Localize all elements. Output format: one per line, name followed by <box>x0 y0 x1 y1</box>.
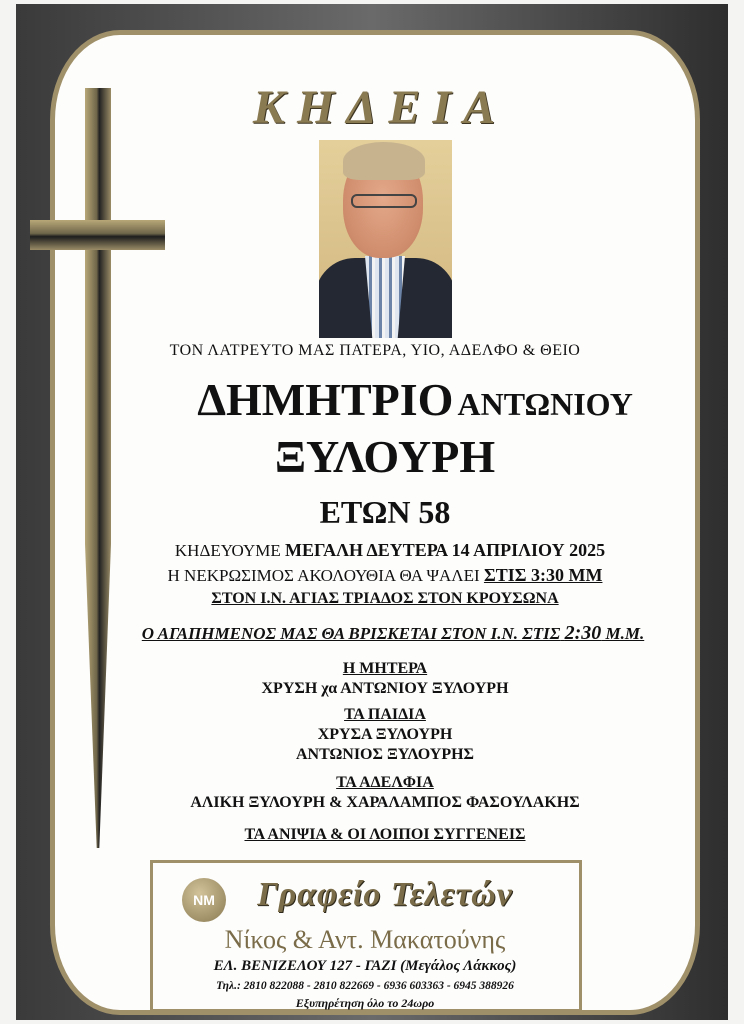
service-text: Η ΝΕΚΡΩΣΙΜΟΣ ΑΚΟΛΟΥΘΙΑ ΘΑ ΨΑΛΕΙ <box>167 566 480 585</box>
photo-hair <box>343 142 425 180</box>
office-owners: Νίκος & Αντ. Μακατούνης <box>224 925 506 954</box>
funeral-date: ΜΕΓΑΛΗ ΔΕΥΤΕΡΑ 14 ΑΠΡΙΛΙΟΥ 2025 <box>285 540 606 560</box>
service-location: ΣΤΟΝ Ι.Ν. ΑΓΙΑΣ ΤΡΙΑΔΟΣ ΣΤΟΝ ΚΡΟΥΣΩΝΑ <box>211 590 559 607</box>
service-line <box>120 565 650 586</box>
family-heading-siblings: ΤΑ ΑΔΕΛΦΙΑ <box>336 774 434 791</box>
deceased-name-line <box>150 373 680 426</box>
family-name-mother: ΧΡΥΣΗ χα ΑΝΤΩΝΙΟΥ ΞΥΛΟΥΡΗ <box>261 680 509 697</box>
funeral-prefix: ΚΗΔΕΥΟΥΜΕ <box>174 541 281 560</box>
family-name-child-2: ΑΝΤΩΝΙΟΣ ΞΥΛΟΥΡΗΣ <box>295 746 475 763</box>
family-name-child-1: ΧΡΥΣΑ ΞΥΛΟΥΡΗ <box>317 726 453 743</box>
age: ΕΤΩΝ 58 <box>319 494 451 530</box>
family-heading-children: ΤΑ ΠΑΙΔΙΑ <box>344 706 426 723</box>
photo-glasses <box>351 194 417 208</box>
viewing-text: Ο ΑΓΑΠΗΜΕΝΟΣ ΜΑΣ ΘΑ ΒΡΙΣΚΕΤΑΙ ΣΤΟΝ Ι.Ν. ΣΤΙΣ <box>141 624 561 643</box>
surname: ΞΥΛΟΥΡΗ <box>274 431 496 482</box>
cross-horizontal-bar <box>30 220 165 250</box>
intro-text: ΤΟΝ ΛΑΤΡΕΥΤΟ ΜΑΣ ΠΑΤΕΡΑ, ΥΙΟ, ΑΔΕΛΦΟ & ΘΕΙΟ <box>169 342 581 359</box>
viewing-time: 2:30 <box>564 622 602 644</box>
service-time: ΣΤΙΣ 3:30 ΜΜ <box>483 565 603 585</box>
first-name: ΔΗΜΗΤΡΙΟ <box>197 374 454 425</box>
viewing-suffix: Μ.Μ. <box>605 624 645 643</box>
office-phones: Τηλ.: 2810 822088 - 2810 822669 - 6936 603363 - 6945 388926 <box>216 980 514 992</box>
family-heading-relatives: ΤΑ ΑΝΙΨΙΑ & ΟΙ ΛΟΙΠΟΙ ΣΥΓΓΕΝΕΙΣ <box>244 826 526 843</box>
deceased-photo <box>319 140 452 338</box>
office-address: ΕΛ. ΒΕΝΙΖΕΛΟΥ 127 - ΓΑΖΙ (Μεγάλος Λάκκος) <box>213 958 517 974</box>
funeral-date-line <box>120 540 660 561</box>
office-logo-icon: ΝΜ <box>182 878 226 922</box>
office-service: Εξυπηρέτηση όλο το 24ωρο <box>295 996 435 1010</box>
family-name-siblings: ΑΛΙΚΗ ΞΥΛΟΥΡΗ & ΧΑΡΑΛΑΜΠΟΣ ΦΑΣΟΥΛΑΚΗΣ <box>190 794 580 811</box>
family-heading-mother: Η ΜΗΤΕΡΑ <box>342 660 428 677</box>
father-name: ΑΝΤΩΝΙΟΥ <box>457 386 633 422</box>
viewing-line <box>108 622 678 645</box>
office-name: Γραφείο Τελετών <box>257 876 513 913</box>
notice-title: ΚΗΔΕΙΑ <box>252 81 508 134</box>
